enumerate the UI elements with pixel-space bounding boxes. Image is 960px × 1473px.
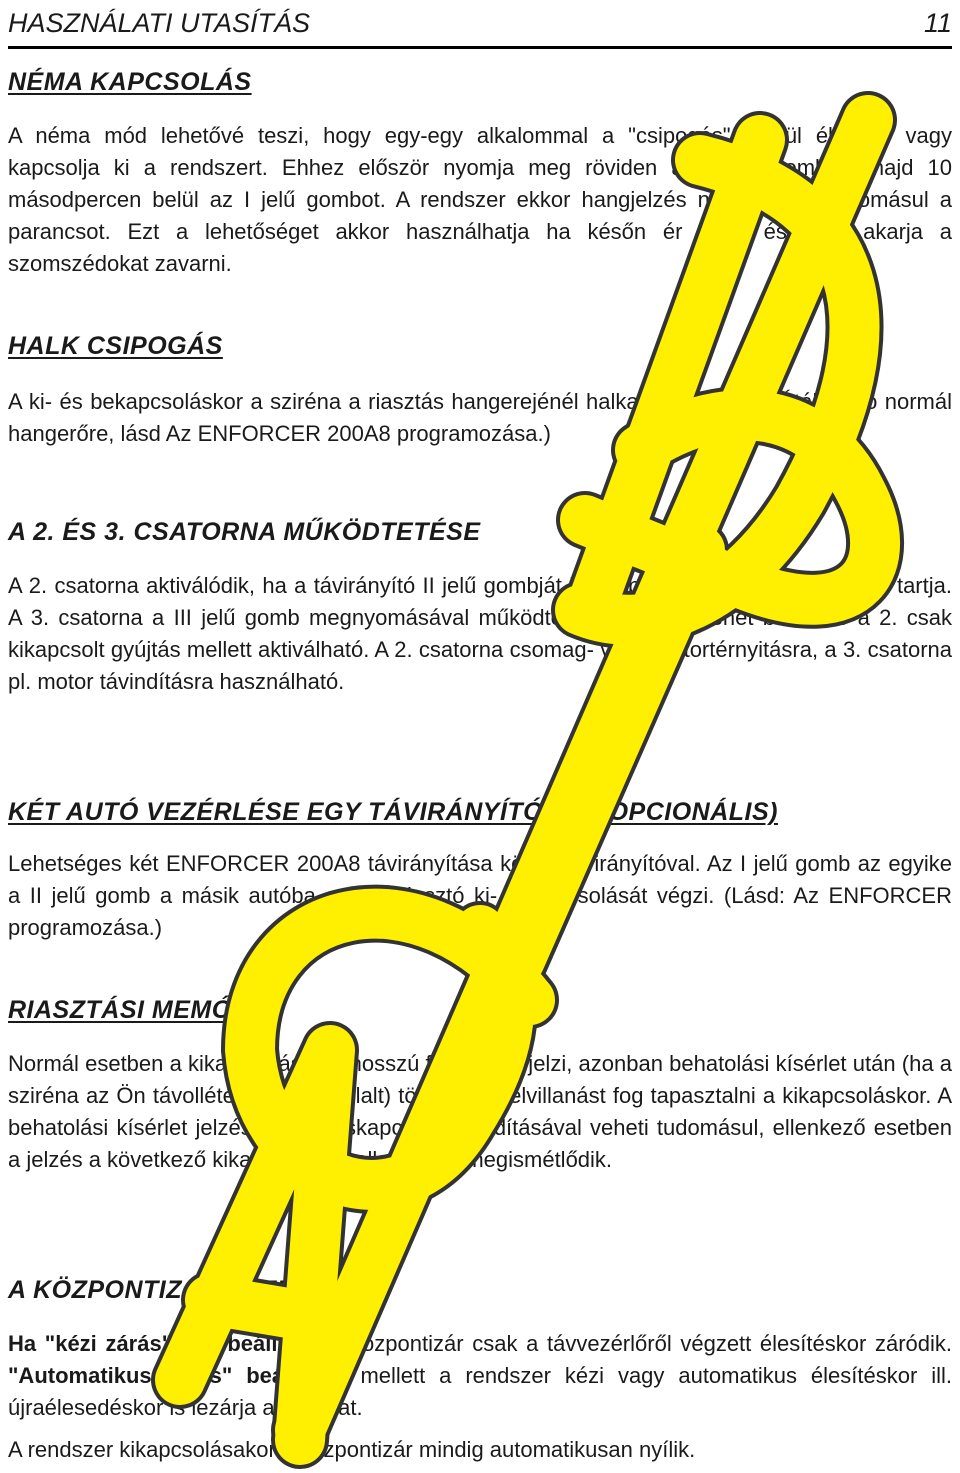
heading-csatornak: A 2. ÉS 3. CSATORNA MŰKÖDTETÉSE <box>8 518 481 546</box>
heading-halk-csipogas: HALK CSIPOGÁS <box>8 332 223 360</box>
heading-riasztasi-memoria: RIASZTÁSI MEMÓRIA <box>8 996 277 1024</box>
paragraph-ket-auto: Lehetséges két ENFORCER 200A8 távirányítása közös távirányítóval. Az I jelű gomb az egyike a II jelű gomb a másik autóba szerelt riasztó ki- bekapcsolását végzi. (Lásd: Az ENFORCER programozása.) <box>8 851 952 940</box>
page-number: 11 <box>923 8 952 38</box>
kezi-zaras-label: Ha "kézi zárás" van beállítva <box>8 1331 316 1356</box>
paragraph-halk-csipogas: A ki- és bekapcsoláskor a sziréna a riasztás hangerejénél halkabban csipog. (Átállítható normál hangerőre, lásd Az ENFORCER 200A8 programozása.) <box>8 389 952 446</box>
automatikus-zaras-text: mellett a rendszer kézi vagy automatikus élesítéskor ill. újraélesedéskor is lezárja az ajtókat. <box>8 1363 952 1420</box>
heading-ket-auto: KÉT AUTÓ VEZÉRLÉSE EGY TÁVIRÁNYÍTÓVAL (OPCIONÁLIS) <box>8 798 778 826</box>
heading-nema-kapcsolas: NÉMA KAPCSOLÁS <box>8 68 252 96</box>
paragraph-kozpontizar <box>8 1328 952 1424</box>
header-title: HASZNÁLATI UTASÍTÁS <box>8 8 311 38</box>
page-header <box>8 6 952 49</box>
paragraph-riasztasi-memoria: Normál esetben a kikapcsolást két hosszú felvillanás jelzi, azonban behatolási kísérlet után (ha a sziréna az Ön távollétében megszólalt) több rövid felvillanást fog tapasztalni a kikapcsoláskor. A behatolási kísérlet jelzést a gyújtáskapcsoló elfordításával veheti tudomásul, ellenkező esetben a jelzés a következő kikapcsolások alkalmával megismétlődik. <box>8 1051 952 1172</box>
automatikus-zaras-label: "Automatikus zárás" beállítása <box>8 1363 347 1388</box>
paragraph-nema-kapcsolas: A néma mód lehetővé teszi, hogy egy-egy alkalommal a "csipogás" nélkül élesítse vagy kapcsolja ki a rendszert. Ehhez először nyomja meg röviden a II jelű gombot, majd 10 másodpercen belül az I jelű gombot. A rendszer ekkor hangjelzés nélkül veszi tudomásul a parancsot. Ezt a lehetőséget akkor használhatja ha későn ér haza és nem akarja a szomszédokat zavarni. <box>8 123 952 276</box>
kezi-zaras-text: , a központizár csak a távvezérlőről végzett élesítéskor záródik. <box>315 1331 952 1356</box>
paragraph-kozpontizar-2: A rendszer kikapcsolásakor a központizár mindig automatikusan nyílik. <box>8 1437 696 1462</box>
heading-kozpontizar: A KÖZPONTIZÁR VEZÉRLÉSE <box>8 1276 380 1304</box>
paragraph-csatornak: A 2. csatorna aktiválódik, ha a távirányító II jelű gombját legalább 3 másodpercig nyomva tartja. A 3. csatorna a III jelű gomb megnyomásával működtethető. A 3. kimenet bármikor a 2. csak kikapcsolt gyújtás mellett aktiválható. A 2. csatorna csomag- vagy motortérnyitásra, a 3. csatorna pl. motor távindításra használható. <box>8 573 952 694</box>
